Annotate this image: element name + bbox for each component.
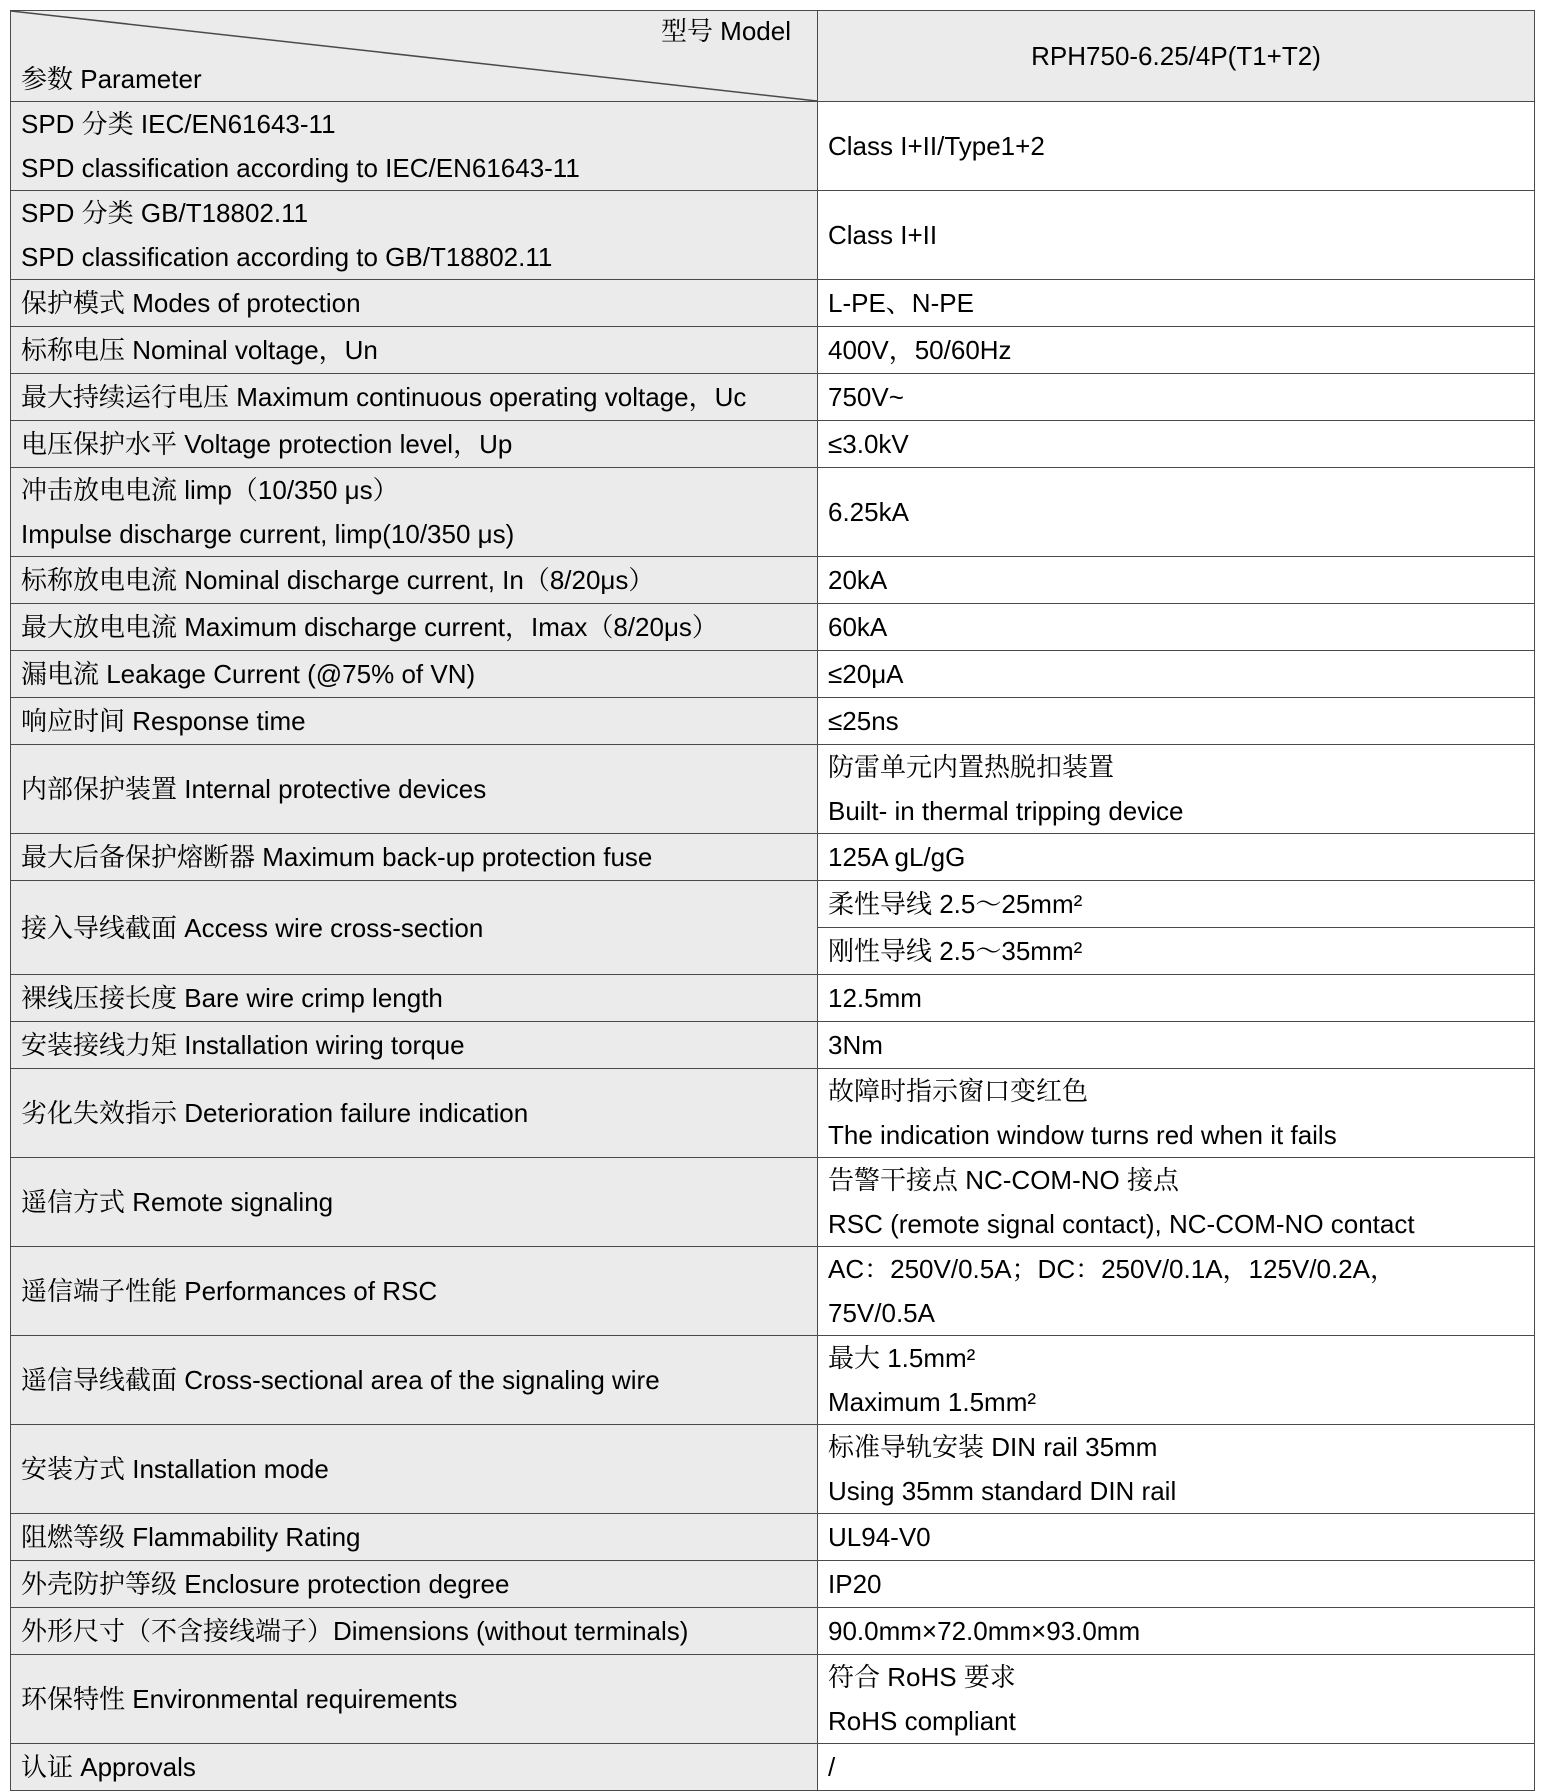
parameter-header-label: 参数 Parameter [21, 64, 202, 94]
value-cell: 6.25kA [818, 468, 1535, 557]
model-value-header: RPH750-6.25/4P(T1+T2) [818, 11, 1535, 102]
parameter-cell: 遥信端子性能 Performances of RSC [11, 1247, 818, 1336]
parameter-line: SPD 分类 GB/T18802.11 [21, 198, 309, 228]
table-row [11, 421, 1535, 468]
parameter-cell: 认证 Approvals [11, 1744, 818, 1791]
parameter-cell: 安装方式 Installation mode [11, 1425, 818, 1514]
parameter-cell: 接入导线截面 Access wire cross-section [11, 881, 818, 975]
table-row [11, 280, 1535, 327]
table-row [11, 374, 1535, 421]
parameter-cell: 内部保护装置 Internal protective devices [11, 745, 818, 834]
table-row [11, 1069, 1535, 1158]
parameter-cell: 标称电压 Nominal voltage，Un [11, 327, 818, 374]
parameter-cell: 劣化失效指示 Deterioration failure indication [11, 1069, 818, 1158]
value-cell [818, 1069, 1535, 1158]
parameter-line: 冲击放电电流 limp（10/350 μs） [21, 475, 399, 505]
value-cell: 400V，50/60Hz [818, 327, 1535, 374]
value-cell: ≤3.0kV [818, 421, 1535, 468]
value-line: RSC (remote signal contact), NC-COM-NO contact [828, 1209, 1415, 1239]
value-line: 告警干接点 NC-COM-NO 接点 [828, 1165, 1179, 1195]
value-cell: L-PE、N-PE [818, 280, 1535, 327]
table-row [11, 557, 1535, 604]
value-line: Using 35mm standard DIN rail [828, 1476, 1177, 1506]
header-corner-cell [11, 11, 818, 102]
value-cell: 3Nm [818, 1022, 1535, 1069]
value-cell [818, 745, 1535, 834]
value-line: 防雷单元内置热脱扣装置 [828, 752, 1115, 782]
value-cell: 柔性导线 2.5～25mm² [818, 881, 1535, 928]
parameter-cell: 遥信导线截面 Cross-sectional area of the signaling wire [11, 1336, 818, 1425]
value-line: Maximum 1.5mm² [828, 1387, 1037, 1417]
value-cell: ≤20μA [818, 651, 1535, 698]
parameter-cell: 裸线压接长度 Bare wire crimp length [11, 975, 818, 1022]
value-cell [818, 1655, 1535, 1744]
value-cell: 12.5mm [818, 975, 1535, 1022]
model-header-label: 型号 Model [660, 16, 791, 46]
table-row [11, 191, 1535, 280]
spec-table [10, 10, 1535, 1791]
parameter-cell: 安装接线力矩 Installation wiring torque [11, 1022, 818, 1069]
table-row [11, 1336, 1535, 1425]
value-line: The indication window turns red when it fails [828, 1120, 1337, 1150]
parameter-cell: 环保特性 Environmental requirements [11, 1655, 818, 1744]
table-row [11, 698, 1535, 745]
parameter-cell: 最大后备保护熔断器 Maximum back-up protection fuse [11, 834, 818, 881]
table-row [11, 1655, 1535, 1744]
value-cell [818, 1425, 1535, 1514]
parameter-cell: 最大放电电流 Maximum discharge current，Imax（8/20μs） [11, 604, 818, 651]
value-line: RoHS compliant [828, 1706, 1016, 1736]
parameter-line: SPD classification according to IEC/EN61643-11 [21, 153, 580, 183]
table-row [11, 1561, 1535, 1608]
value-cell [818, 1247, 1535, 1336]
parameter-cell: 漏电流 Leakage Current (@75% of VN) [11, 651, 818, 698]
parameter-cell: 遥信方式 Remote signaling [11, 1158, 818, 1247]
value-line: 标准导轨安装 DIN rail 35mm [828, 1432, 1158, 1462]
table-row [11, 1158, 1535, 1247]
parameter-cell [11, 191, 818, 280]
value-cell: Class I+II/Type1+2 [818, 102, 1535, 191]
table-row [11, 651, 1535, 698]
value-line: 最大 1.5mm² [828, 1343, 976, 1373]
table-row [11, 1514, 1535, 1561]
value-line: 75V/0.5A [828, 1298, 935, 1328]
value-cell: 20kA [818, 557, 1535, 604]
table-row [11, 1425, 1535, 1514]
parameter-cell: 保护模式 Modes of protection [11, 280, 818, 327]
value-cell: 60kA [818, 604, 1535, 651]
parameter-cell: 标称放电电流 Nominal discharge current, In（8/20μs） [11, 557, 818, 604]
table-row [11, 1247, 1535, 1336]
table-row [11, 1022, 1535, 1069]
table-row [11, 881, 1535, 928]
value-cell: UL94-V0 [818, 1514, 1535, 1561]
parameter-line: SPD 分类 IEC/EN61643-11 [21, 109, 336, 139]
parameter-cell: 外形尺寸（不含接线端子）Dimensions (without terminals) [11, 1608, 818, 1655]
value-line: 故障时指示窗口变红色 [828, 1076, 1089, 1106]
value-cell: ≤25ns [818, 698, 1535, 745]
value-cell: 125A gL/gG [818, 834, 1535, 881]
parameter-cell [11, 468, 818, 557]
parameter-cell: 外壳防护等级 Enclosure protection degree [11, 1561, 818, 1608]
table-row [11, 102, 1535, 191]
value-cell: 750V~ [818, 374, 1535, 421]
parameter-cell: 最大持续运行电压 Maximum continuous operating voltage，Uc [11, 374, 818, 421]
value-line: AC：250V/0.5A；DC：250V/0.1A，125V/0.2A， [828, 1254, 1396, 1284]
value-cell [818, 1158, 1535, 1247]
table-row [11, 468, 1535, 557]
value-line: Built- in thermal tripping device [828, 796, 1184, 826]
table-row [11, 327, 1535, 374]
value-cell: 90.0mm×72.0mm×93.0mm [818, 1608, 1535, 1655]
value-cell: IP20 [818, 1561, 1535, 1608]
parameter-cell [11, 102, 818, 191]
table-row [11, 745, 1535, 834]
value-cell [818, 1336, 1535, 1425]
parameter-line: Impulse discharge current, limp(10/350 μs) [21, 519, 515, 549]
table-row [11, 1744, 1535, 1791]
table-row [11, 975, 1535, 1022]
table-row [11, 834, 1535, 881]
parameter-cell: 响应时间 Response time [11, 698, 818, 745]
value-cell: 刚性导线 2.5～35mm² [818, 928, 1535, 975]
parameter-cell: 电压保护水平 Voltage protection level，Up [11, 421, 818, 468]
value-cell: / [818, 1744, 1535, 1791]
value-line: 符合 RoHS 要求 [828, 1662, 1016, 1692]
parameter-cell: 阻燃等级 Flammability Rating [11, 1514, 818, 1561]
table-row [11, 1608, 1535, 1655]
header-row [11, 11, 1535, 102]
parameter-line: SPD classification according to GB/T18802.11 [21, 242, 553, 272]
value-cell: Class I+II [818, 191, 1535, 280]
table-row [11, 604, 1535, 651]
